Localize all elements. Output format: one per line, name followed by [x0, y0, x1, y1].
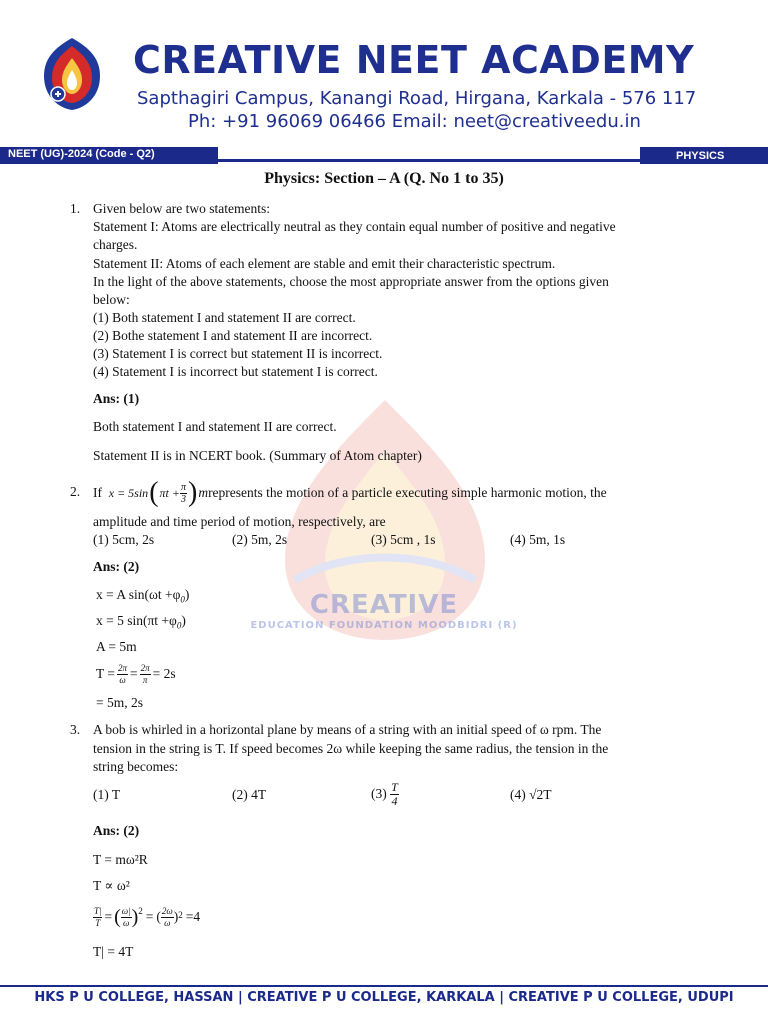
exam-code: NEET (UG)-2024 (Code - Q2): [8, 148, 155, 160]
watermark-sub: EDUCATION FOUNDATION MOODBIDRI (R): [250, 620, 518, 631]
q2-number: 2.: [70, 484, 81, 499]
q2-option: (2) 5m, 2s: [232, 532, 288, 547]
q1-line: below:: [93, 292, 130, 307]
q2-option: (3) 5cm , 1s: [371, 532, 436, 547]
q2-frac-num: π: [180, 481, 186, 493]
q1-option: (4) Statement I is incorrect but statement I is correct.: [93, 364, 378, 379]
subject-label: PHYSICS: [676, 150, 725, 162]
q2-sub: 0: [180, 594, 185, 605]
q2-close: ): [181, 613, 186, 628]
q2-frac-den: ω: [119, 674, 126, 685]
q1-number: 1.: [70, 201, 81, 216]
q3-paren-open: (: [114, 906, 121, 928]
q2-frac-den: 3: [180, 493, 186, 505]
q1-line: Statement I: Atoms are electrically neutral as they contain equal number of positive and negative: [93, 219, 616, 234]
q2-stem: [93, 476, 607, 510]
q1-line: charges.: [93, 237, 138, 252]
q2-solution-line: = 5m, 2s: [96, 695, 143, 710]
q2-frac-num: 2π: [118, 662, 128, 673]
q3-option: (1) T: [93, 787, 121, 802]
footer-divider: [0, 985, 768, 987]
q3-frac-num: T|: [94, 905, 102, 916]
q2-solution-line: [96, 612, 186, 635]
q2-pi-over-3: [180, 482, 187, 505]
q2-solution-period: [96, 660, 176, 688]
q2-frac: [140, 663, 151, 686]
section-title: Physics: Section – A (Q. No 1 to 35): [264, 170, 504, 187]
q3-paren-close: ): [131, 906, 139, 928]
q3-paren-close: ): [173, 909, 179, 924]
q1-option: (3) Statement I is correct but statement II is incorrect.: [93, 346, 383, 361]
q2-option: (4) 5m, 1s: [510, 532, 566, 547]
watermark-brand: CREATIVE: [309, 590, 459, 620]
academy-address: Sapthagiri Campus, Kanangi Road, Hirgana, Karkala - 576 117: [137, 88, 697, 109]
q1-answer: Ans: (1): [93, 391, 140, 406]
q2-close: ): [184, 587, 190, 602]
q3-line: A bob is whirled in a horizontal plane by means of a string with an initial speed of ω rpm. The: [93, 722, 602, 737]
q2-frac-num: 2π: [140, 662, 150, 673]
q2-paren-open: (: [149, 477, 159, 508]
q3-frac: [121, 906, 132, 929]
q2-stem-tail: represents the motion of a particle executing simple harmonic motion, the: [208, 485, 607, 500]
q2-option: (1) 5cm, 2s: [93, 532, 155, 547]
q1-option: (1) Both statement I and statement II are correct.: [93, 310, 356, 325]
q3-frac-den: T: [95, 917, 101, 928]
q1-option: (2) Bothe statement I and statement II are incorrect.: [93, 328, 373, 343]
q1-line: Statement II: Atoms of each element are stable and emit their characteristic spectrum.: [93, 256, 556, 271]
q2-solution-line: A = 5m: [96, 639, 137, 654]
q3-solution-line: T| = 4T: [93, 944, 134, 959]
q3-opt3-label: (3): [371, 786, 387, 801]
q2-t-result: = 2s: [152, 666, 176, 681]
q1-line: In the light of the above statements, choose the most appropriate answer from the options given: [93, 274, 609, 289]
q3-frac: [161, 906, 174, 929]
q2-equation-arg: πt +: [159, 486, 180, 500]
q3-line: tension in the string is T. If speed becomes 2ω while keeping the same radius, the tension in the: [93, 741, 609, 756]
q3-frac-num: ω|: [121, 905, 131, 916]
q2-sub: 0: [176, 620, 182, 631]
q3-frac-den: ω: [123, 917, 130, 928]
q2-unit: m: [198, 485, 209, 500]
q2-t-eq: T =: [96, 666, 115, 681]
q3-solution-line: T ∝ ω²: [93, 878, 130, 893]
academy-name: CREATIVE NEET ACADEMY: [133, 38, 695, 82]
q2-if: If: [93, 485, 102, 500]
q1-explanation: Both statement I and statement II are correct.: [93, 419, 337, 434]
q3-solution-line: T = mω²R: [93, 852, 148, 867]
q3-square: 2: [138, 906, 143, 916]
q2-paren-close: ): [187, 477, 198, 508]
q2-answer: Ans: (2): [93, 559, 140, 574]
q3-option: (2) 4T: [232, 787, 267, 802]
q3-eq: =: [104, 909, 113, 924]
q3-opt3-frac: [390, 781, 399, 808]
header-bar-line: [218, 159, 640, 162]
q1-explanation: Statement II is in NCERT book. (Summary of Atom chapter): [93, 448, 422, 463]
q3-option: [371, 778, 399, 810]
q3-frac-den: ω: [164, 917, 171, 928]
q3-frac: [93, 906, 102, 929]
q3-ratio-result: =4: [185, 909, 201, 924]
q3-eq: =: [145, 909, 154, 924]
q3-option: (4) √2T: [510, 787, 552, 802]
q3-frac-den: 4: [391, 793, 398, 808]
academy-logo: [38, 36, 106, 112]
academy-contact: Ph: +91 96069 06466 Email: neet@creativeedu.in: [188, 111, 641, 132]
q3-solution-ratio: [93, 900, 200, 934]
q2-sol2: x = 5 sin(πt +φ: [96, 613, 177, 628]
q1-line: Given below are two statements:: [93, 201, 270, 216]
q2-eq: =: [130, 666, 138, 681]
q2-sol1: x = A sin(ωt +φ: [96, 587, 181, 602]
footer-colleges: HKS P U COLLEGE, HASSAN | CREATIVE P U COLLEGE, KARKALA | CREATIVE P U COLLEGE, UDUPI: [34, 990, 734, 1005]
q3-square: 2: [178, 910, 183, 920]
q3-paren-open: (: [156, 909, 161, 924]
q2-frac: [117, 663, 128, 686]
q2-solution-line: [96, 586, 189, 609]
q3-answer: Ans: (2): [93, 823, 140, 838]
q3-number: 3.: [70, 722, 81, 737]
q3-frac-num: 2ω: [161, 905, 173, 916]
q2-equation-lhs: x = 5sin: [108, 486, 149, 500]
q3-frac-num: T: [391, 779, 398, 794]
q2-line: amplitude and time period of motion, respectively, are: [93, 514, 386, 529]
q2-frac-den: π: [142, 674, 148, 685]
q3-line: string becomes:: [93, 759, 179, 774]
